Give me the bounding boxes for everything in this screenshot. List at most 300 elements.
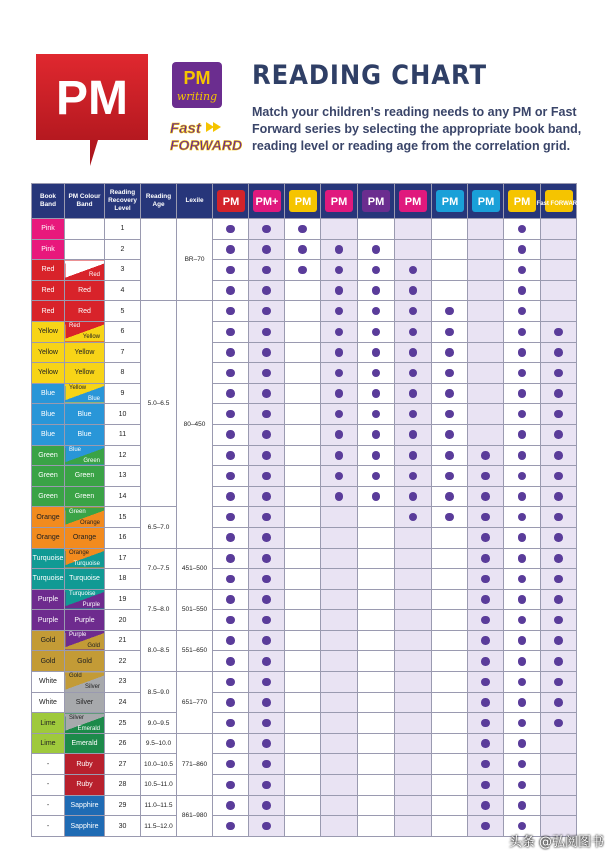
col-reading-age: Reading Age: [141, 184, 177, 219]
reading-age-cell: 11.0–11.5: [141, 795, 177, 816]
series-pm-stories-cell: [358, 342, 395, 363]
series-pm-non-fiction-cell: [468, 424, 504, 445]
availability-dot: [554, 348, 563, 357]
availability-dot: [445, 328, 454, 337]
availability-dot: [298, 225, 307, 234]
series-pm-starters-cell: [285, 404, 321, 425]
series-pm-writing-cell: [504, 527, 541, 548]
availability-dot: [554, 451, 563, 460]
availability-dot: [262, 389, 271, 398]
book-band-cell: -: [32, 775, 65, 796]
series-pm-readers-cell: [321, 239, 358, 260]
series-fast-forward-cell: [541, 445, 577, 466]
reading-recovery-level-cell: 23: [105, 672, 141, 693]
pm-band-label-primary: Green: [69, 508, 86, 515]
series-pm-cell: [213, 630, 249, 651]
table-row: [32, 321, 577, 342]
series-fast-forward-cell: [541, 651, 577, 672]
reading-recovery-level-cell: 25: [105, 713, 141, 734]
series-pm-non-fiction-cell: [468, 260, 504, 281]
series-pm-science-facts-cell: [432, 280, 468, 301]
availability-dot: [481, 636, 490, 645]
pm-band-label-secondary: Orange: [79, 519, 100, 526]
series-pm-starters-label: PM: [294, 196, 311, 208]
availability-dot: [262, 781, 271, 790]
series-pm-cell: [213, 733, 249, 754]
availability-dot: [481, 698, 490, 707]
series-pm-stars-cell: [395, 219, 432, 240]
reading-recovery-level-cell: 14: [105, 486, 141, 507]
series-pm-writing-cell: [504, 321, 541, 342]
reading-recovery-level-cell: 12: [105, 445, 141, 466]
availability-dot: [409, 430, 418, 439]
series-pm-readers-cell: [321, 672, 358, 693]
series-pm-stars-cell: [395, 466, 432, 487]
book-band-cell: Turquoise: [32, 569, 65, 590]
series-pm-writing-cell: [504, 713, 541, 734]
availability-dot: [518, 801, 527, 810]
series-pm-writing-header: [504, 184, 541, 219]
pm-band-label-primary: Silver: [69, 714, 85, 721]
series-pm-starters-cell: [285, 445, 321, 466]
series-pm-readers-cell: [321, 610, 358, 631]
availability-dot: [226, 492, 235, 501]
series-pm-science-facts-cell: [432, 527, 468, 548]
availability-dot: [409, 286, 418, 295]
series-pm-plus-cell: [249, 569, 285, 590]
series-pm-readers-cell: [321, 280, 358, 301]
table-row: [32, 445, 577, 466]
table-row: [32, 610, 577, 631]
lexile-cell: 80–450: [177, 301, 213, 548]
series-pm-plus-cell: [249, 692, 285, 713]
availability-dot: [262, 369, 271, 378]
series-pm-writing-cell: [504, 569, 541, 590]
series-pm-starters-cell: [285, 239, 321, 260]
series-pm-non-fiction-cell: [468, 219, 504, 240]
series-pm-writing-cell: [504, 733, 541, 754]
availability-dot: [481, 739, 490, 748]
availability-dot: [518, 719, 527, 728]
series-pm-stars-cell: [395, 301, 432, 322]
reading-chart-table: [31, 183, 581, 837]
availability-dot: [262, 554, 271, 563]
availability-dot: [518, 307, 527, 316]
series-pm-cell: [213, 672, 249, 693]
pm-colour-band-cell: [65, 507, 105, 528]
series-pm-starters-header: [285, 184, 321, 219]
fast-forward-logo: [166, 116, 243, 156]
series-pm-writing-cell: [504, 795, 541, 816]
availability-dot: [518, 657, 527, 666]
book-band-cell: Gold: [32, 630, 65, 651]
series-pm-plus-label: PM+: [255, 196, 278, 208]
book-band-cell: White: [32, 672, 65, 693]
series-pm-stars-cell: [395, 363, 432, 384]
availability-dot: [518, 533, 527, 542]
series-pm-plus-cell: [249, 754, 285, 775]
reading-recovery-level-cell: 19: [105, 589, 141, 610]
pm-band-label-primary: Gold: [69, 673, 82, 680]
table-row: [32, 383, 577, 404]
series-pm-stars-cell: [395, 795, 432, 816]
watermark: 头条 @弘阅图书: [508, 835, 604, 850]
series-pm-science-facts-cell: [432, 692, 468, 713]
availability-dot: [554, 410, 563, 419]
availability-dot: [262, 225, 271, 234]
availability-dot: [409, 472, 418, 481]
series-fast-forward-cell: [541, 630, 577, 651]
series-fast-forward-cell: [541, 486, 577, 507]
series-pm-writing-cell: [504, 404, 541, 425]
availability-dot: [518, 595, 527, 604]
availability-dot: [298, 245, 307, 254]
series-pm-science-facts-cell: [432, 733, 468, 754]
reading-recovery-level-cell: 5: [105, 301, 141, 322]
availability-dot: [372, 389, 381, 398]
series-pm-cell: [213, 466, 249, 487]
reading-age-cell: 5.0–6.5: [141, 301, 177, 507]
availability-dot: [518, 492, 527, 501]
availability-dot: [554, 533, 563, 542]
availability-dot: [554, 554, 563, 563]
book-band-cell: Yellow: [32, 342, 65, 363]
series-pm-starters-cell: [285, 383, 321, 404]
book-band-cell: Lime: [32, 713, 65, 734]
series-pm-readers-cell: [321, 775, 358, 796]
pm-colour-band-cell: [65, 260, 105, 281]
series-pm-plus-cell: [249, 342, 285, 363]
availability-dot: [409, 410, 418, 419]
pm-band-label-secondary: Red: [88, 272, 100, 279]
reading-age-cell: 10.5–11.0: [141, 775, 177, 796]
series-pm-writing-cell: [504, 219, 541, 240]
series-pm-starters-cell: [285, 424, 321, 445]
series-pm-non-fiction-cell: [468, 733, 504, 754]
book-band-cell: Green: [32, 445, 65, 466]
reading-age-cell: 11.5–12.0: [141, 816, 177, 837]
series-pm-readers-label: PM: [330, 196, 348, 208]
series-pm-readers-cell: [321, 733, 358, 754]
table-row: [32, 795, 577, 816]
pm-colour-band-cell: Blue: [65, 404, 105, 425]
series-pm-writing-cell: [504, 260, 541, 281]
reading-recovery-level-cell: 7: [105, 342, 141, 363]
series-pm-stars-cell: [395, 775, 432, 796]
series-fast-forward-cell: [541, 775, 577, 796]
series-pm-starters-cell: [285, 363, 321, 384]
series-fast-forward-cell: [541, 342, 577, 363]
series-pm-readers-cell: [321, 404, 358, 425]
series-pm-header: [213, 184, 249, 219]
series-pm-plus-cell: [249, 280, 285, 301]
series-pm-plus-cell: [249, 239, 285, 260]
series-pm-stories-cell: [358, 507, 395, 528]
series-pm-readers-cell: [321, 486, 358, 507]
availability-dot: [409, 492, 418, 501]
series-pm-stars-cell: [395, 610, 432, 631]
series-pm-stars-cell: [395, 754, 432, 775]
availability-dot: [518, 451, 527, 460]
series-pm-readers-icon: [324, 188, 354, 214]
reading-recovery-level-cell: 3: [105, 260, 141, 281]
availability-dot: [481, 678, 490, 687]
reading-age-cell: 10.0–10.5: [141, 754, 177, 775]
availability-dot: [554, 636, 563, 645]
availability-dot: [445, 430, 454, 439]
availability-dot: [262, 430, 271, 439]
availability-dot: [481, 616, 490, 625]
series-pm-starters-cell: [285, 775, 321, 796]
series-pm-stories-cell: [358, 466, 395, 487]
book-band-cell: Green: [32, 486, 65, 507]
availability-dot: [554, 595, 563, 604]
series-pm-stories-cell: [358, 363, 395, 384]
reading-recovery-level-cell: 21: [105, 630, 141, 651]
availability-dot: [409, 266, 418, 275]
series-pm-readers-cell: [321, 527, 358, 548]
series-pm-cell: [213, 610, 249, 631]
table-row: [32, 651, 577, 672]
series-pm-readers-cell: [321, 816, 358, 837]
availability-dot: [335, 348, 344, 357]
book-band-cell: -: [32, 754, 65, 775]
series-pm-stories-header: [358, 184, 395, 219]
availability-dot: [518, 698, 527, 707]
series-pm-science-facts-cell: [432, 795, 468, 816]
pm-colour-band-cell: [65, 713, 105, 734]
availability-dot: [262, 513, 271, 522]
table-row: [32, 775, 577, 796]
availability-dot: [226, 472, 235, 481]
series-pm-science-facts-cell: [432, 672, 468, 693]
reading-recovery-level-cell: 22: [105, 651, 141, 672]
series-pm-science-facts-icon: [435, 188, 465, 214]
pm-band-label-primary: Red: [69, 323, 81, 330]
reading-recovery-level-cell: 17: [105, 548, 141, 569]
availability-dot: [262, 739, 271, 748]
series-pm-writing-cell: [504, 280, 541, 301]
series-pm-science-facts-cell: [432, 445, 468, 466]
series-pm-plus-cell: [249, 610, 285, 631]
availability-dot: [226, 575, 235, 584]
series-pm-cell: [213, 651, 249, 672]
series-pm-science-facts-cell: [432, 610, 468, 631]
availability-dot: [554, 389, 563, 398]
availability-dot: [262, 245, 271, 254]
series-pm-plus-cell: [249, 301, 285, 322]
availability-dot: [409, 328, 418, 337]
availability-dot: [226, 760, 235, 769]
availability-dot: [481, 513, 490, 522]
reading-age-cell: 6.5–7.0: [141, 507, 177, 548]
series-pm-readers-cell: [321, 589, 358, 610]
series-pm-stars-cell: [395, 404, 432, 425]
series-pm-science-facts-cell: [432, 569, 468, 590]
series-fast-forward-cell: [541, 321, 577, 342]
series-pm-readers-cell: [321, 260, 358, 281]
fast-forward-top: Fast: [170, 120, 201, 137]
series-pm-stars-cell: [395, 548, 432, 569]
series-pm-starters-icon: [288, 188, 318, 214]
series-pm-non-fiction-cell: [468, 610, 504, 631]
availability-dot: [335, 451, 344, 460]
series-fast-forward-icon: [536, 188, 581, 214]
availability-dot: [335, 389, 344, 398]
availability-dot: [262, 533, 271, 542]
series-pm-stars-cell: [395, 713, 432, 734]
series-pm-writing-cell: [504, 630, 541, 651]
series-pm-readers-cell: [321, 342, 358, 363]
series-pm-stories-cell: [358, 260, 395, 281]
availability-dot: [262, 410, 271, 419]
book-band-cell: Pink: [32, 219, 65, 240]
series-pm-plus-cell: [249, 548, 285, 569]
series-pm-writing-label: PM: [513, 196, 531, 208]
pm-colour-band-cell: [65, 321, 105, 342]
series-pm-non-fiction-cell: [468, 775, 504, 796]
series-pm-starters-cell: [285, 589, 321, 610]
pm-band-label-secondary: Gold: [87, 643, 100, 650]
table-row: [32, 569, 577, 590]
availability-dot: [409, 451, 418, 460]
series-pm-stars-cell: [395, 651, 432, 672]
series-pm-cell: [213, 754, 249, 775]
table-row: [32, 280, 577, 301]
reading-recovery-level-cell: 1: [105, 219, 141, 240]
availability-dot: [554, 492, 563, 501]
book-band-cell: Turquoise: [32, 548, 65, 569]
availability-dot: [481, 822, 490, 831]
availability-dot: [226, 451, 235, 460]
availability-dot: [226, 739, 235, 748]
pm-colour-band-cell: Green: [65, 466, 105, 487]
series-pm-stories-cell: [358, 548, 395, 569]
series-pm-cell: [213, 527, 249, 548]
pm-colour-band-cell: [65, 445, 105, 466]
series-pm-non-fiction-cell: [468, 527, 504, 548]
series-pm-science-facts-cell: [432, 713, 468, 734]
pm-colour-band-cell: Gold: [65, 651, 105, 672]
correlation-grid: [31, 183, 581, 837]
table-row: [32, 507, 577, 528]
series-pm-science-facts-cell: [432, 775, 468, 796]
pm-band-label-primary: Turquoise: [69, 590, 96, 597]
series-fast-forward-cell: [541, 424, 577, 445]
series-pm-cell: [213, 363, 249, 384]
availability-dot: [481, 451, 490, 460]
availability-dot: [481, 595, 490, 604]
availability-dot: [372, 472, 381, 481]
series-pm-science-facts-cell: [432, 630, 468, 651]
series-pm-starters-cell: [285, 713, 321, 734]
availability-dot: [518, 822, 527, 831]
series-pm-stars-cell: [395, 239, 432, 260]
availability-dot: [226, 328, 235, 337]
availability-dot: [226, 801, 235, 810]
series-pm-stories-cell: [358, 280, 395, 301]
availability-dot: [226, 636, 235, 645]
series-pm-plus-cell: [249, 383, 285, 404]
availability-dot: [262, 657, 271, 666]
table-row: [32, 301, 577, 322]
series-pm-readers-cell: [321, 754, 358, 775]
series-fast-forward-cell: [541, 795, 577, 816]
series-pm-science-facts-cell: [432, 548, 468, 569]
availability-dot: [481, 657, 490, 666]
series-pm-non-fiction-cell: [468, 795, 504, 816]
availability-dot: [481, 492, 490, 501]
reading-age-cell: 9.0–9.5: [141, 713, 177, 734]
pm-band-label-secondary: Yellow: [82, 334, 100, 341]
series-pm-stories-cell: [358, 775, 395, 796]
availability-dot: [262, 266, 271, 275]
availability-dot: [372, 245, 381, 254]
series-pm-cell: [213, 280, 249, 301]
table-row: [32, 733, 577, 754]
series-fast-forward-label: Fast FORWARD: [536, 201, 581, 207]
pm-band-label-primary: Yellow: [69, 385, 87, 392]
reading-recovery-level-cell: 11: [105, 424, 141, 445]
series-fast-forward-cell: [541, 239, 577, 260]
series-pm-readers-cell: [321, 445, 358, 466]
series-pm-stars-cell: [395, 383, 432, 404]
pm-colour-band-cell: Purple: [65, 610, 105, 631]
availability-dot: [518, 286, 527, 295]
series-pm-science-facts-cell: [432, 321, 468, 342]
availability-dot: [262, 348, 271, 357]
pm-colour-band-cell: [65, 548, 105, 569]
series-pm-science-facts-cell: [432, 219, 468, 240]
table-row: [32, 466, 577, 487]
series-pm-science-facts-cell: [432, 589, 468, 610]
availability-dot: [554, 657, 563, 666]
series-pm-plus-cell: [249, 775, 285, 796]
table-row: [32, 239, 577, 260]
series-pm-readers-cell: [321, 424, 358, 445]
availability-dot: [445, 492, 454, 501]
availability-dot: [518, 389, 527, 398]
series-pm-starters-cell: [285, 486, 321, 507]
series-fast-forward-cell: [541, 219, 577, 240]
series-pm-stories-cell: [358, 713, 395, 734]
series-pm-label: PM: [222, 196, 239, 208]
series-pm-science-facts-label: PM: [441, 196, 458, 208]
availability-dot: [226, 781, 235, 790]
lexile-cell: 771–860: [177, 733, 213, 795]
series-pm-stories-cell: [358, 239, 395, 260]
availability-dot: [445, 369, 454, 378]
availability-dot: [518, 472, 527, 481]
series-pm-cell: [213, 445, 249, 466]
series-pm-cell: [213, 589, 249, 610]
pm-band-label-primary: Magenta: [69, 261, 93, 268]
series-pm-cell: [213, 486, 249, 507]
series-fast-forward-cell: [541, 404, 577, 425]
series-pm-stars-cell: [395, 260, 432, 281]
availability-dot: [262, 801, 271, 810]
series-pm-stories-cell: [358, 404, 395, 425]
reading-recovery-level-cell: 9: [105, 383, 141, 404]
series-pm-writing-cell: [504, 589, 541, 610]
series-pm-starters-cell: [285, 672, 321, 693]
book-band-cell: -: [32, 816, 65, 837]
series-pm-cell: [213, 301, 249, 322]
table-row: [32, 754, 577, 775]
series-pm-writing-cell: [504, 692, 541, 713]
table-row: [32, 260, 577, 281]
series-pm-plus-cell: [249, 404, 285, 425]
